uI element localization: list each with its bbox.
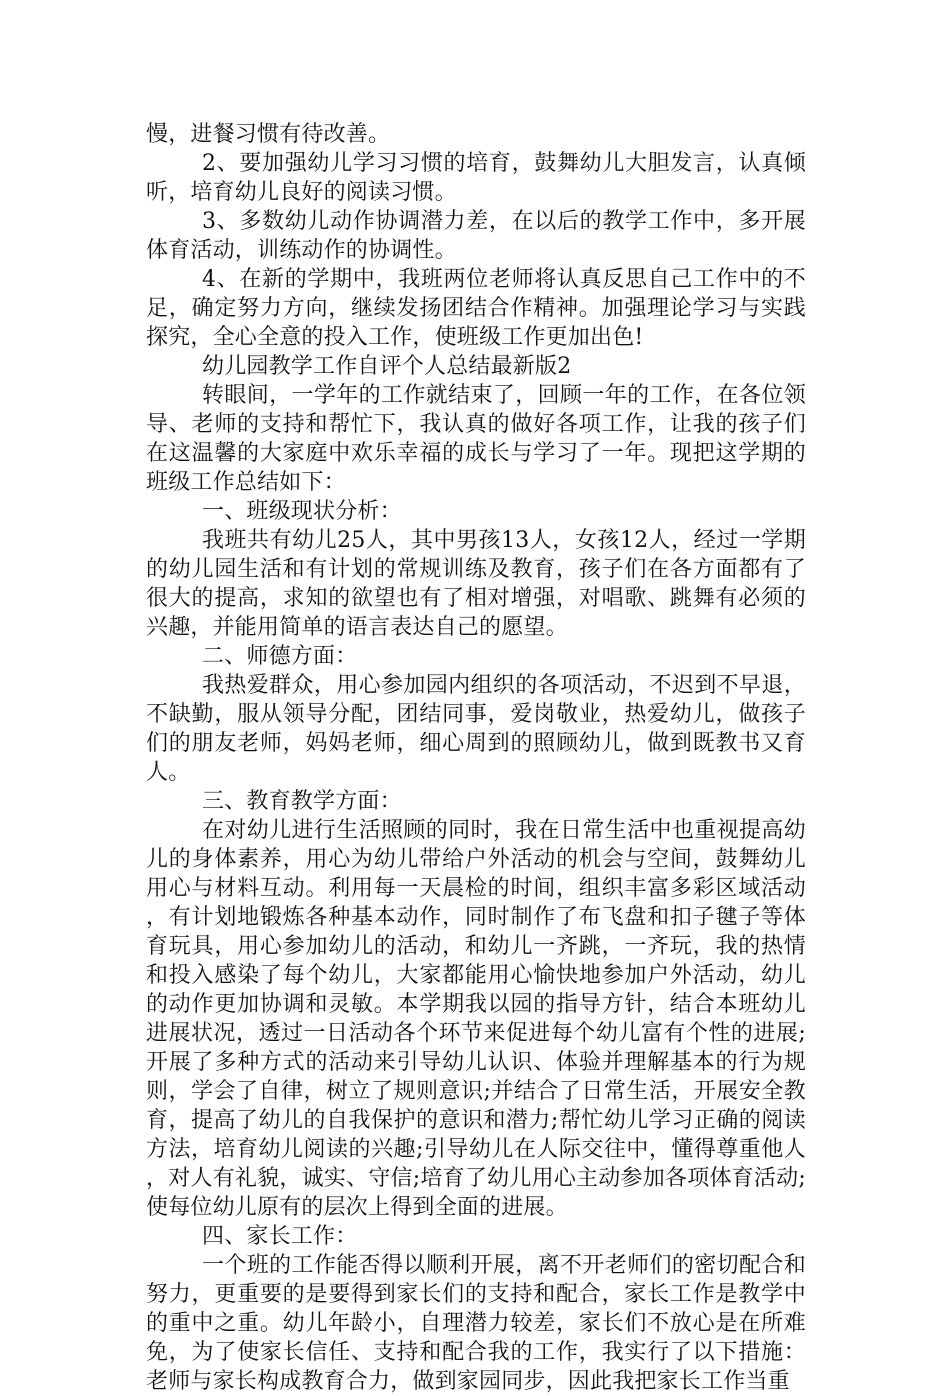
heading-class-status: 一、班级现状分析： [202,499,402,524]
paragraph-point-4: 4、在新的学期中，我班两位老师将认真反思自己工作中的不足，确定努力方向，继续发扬团结合作精神。加强理论学习与实践探究，全心全意的投入工作，使班级工作更加出色! [146,267,806,350]
paragraph-teaching: 在对幼儿进行生活照顾的同时，我在日常生活中也重视提高幼儿的身体素养，用心为幼儿带给户外活动的机会与空间，鼓舞幼儿用心与材料互动。利用每一天晨检的时间，组织丰富多彩区域活动，有计划地锻炼各种基本动作，同时制作了布飞盘和扣子毽子等体育玩具，用心参加幼儿的活动，和幼儿一齐跳，一齐玩，我的热情和投入感染了每个幼儿，大家都能用心愉快地参加户外活动，幼儿的动作更加协调和灵敏。本学期我以园的指导方针，结合本班幼儿进展状况，透过一日活动各个环节来促进每个幼儿富有个性的进展;开展了多种方式的活动来引导幼儿认识、体验并理解基本的行为规则，学会了自律，树立了规则意识;并结合了日常生活，开展安全教育，提高了幼儿的自我保护的意识和潜力;帮忙幼儿学习正确的阅读方法，培育幼儿阅读的兴趣;引导幼儿在人际交往中，懂得尊重他人，对人有礼貌，诚实、守信;培育了幼儿用心主动参加各项体育活动;使每位幼儿原有的层次上得到全面的进展。 [146,818,806,1220]
paragraph-continuation: 慢，进餐习惯有待改善。 [146,122,391,147]
heading-teacher-ethics: 二、师德方面： [202,644,358,669]
paragraph-intro: 转眼间，一学年的工作就结束了，回顾一年的工作，在各位领导、老师的支持和帮忙下，我认真的做好各项工作，让我的孩子们在这温馨的大家庭中欢乐幸福的成长与学习了一年。现把这学期的班级工作总结如下： [146,383,806,495]
paragraph-teacher-ethics: 我热爱群众，用心参加园内组织的各项活动，不迟到不早退，不缺勤，服从领导分配，团结同事，爱岗敬业，热爱幼儿，做孩子们的朋友老师，妈妈老师，细心周到的照顾幼儿，做到既教书又育人。 [146,673,806,785]
paragraph-class-status: 我班共有幼儿25人，其中男孩13人，女孩12人，经过一学期的幼儿园生活和有计划的常规训练及教育，孩子们在各方面都有了很大的提高，求知的欲望也有了相对增强，对唱歌、跳舞有必须的兴趣，并能用简单的语言表达自己的愿望。 [146,528,806,640]
document-page [146,120,806,1396]
heading-teaching: 三、教育教学方面： [202,789,402,814]
heading-parent-work: 四、家长工作： [202,1224,358,1249]
paragraph-point-2: 2、要加强幼儿学习习惯的培育，鼓舞幼儿大胆发言，认真倾听，培育幼儿良好的阅读习惯。 [146,151,806,205]
section-title: 幼儿园教学工作自评个人总结最新版2 [202,354,572,379]
paragraph-parent-work: 一个班的工作能否得以顺利开展，离不开老师们的密切配合和努力，更重要的是要得到家长们的支持和配合，家长工作是教学中的重中之重。幼儿年龄小，自理潜力较差，家长们不放心是在所难免，为了使家长信任、支持和配合我的工作，我实行了以下措施：老师与家长构成教育合力，做到家园同步，因此我把家长工作当重 [146,1253,806,1394]
paragraph-point-3: 3、多数幼儿动作协调潜力差，在以后的教学工作中，多开展体育活动，训练动作的协调性。 [146,209,806,263]
